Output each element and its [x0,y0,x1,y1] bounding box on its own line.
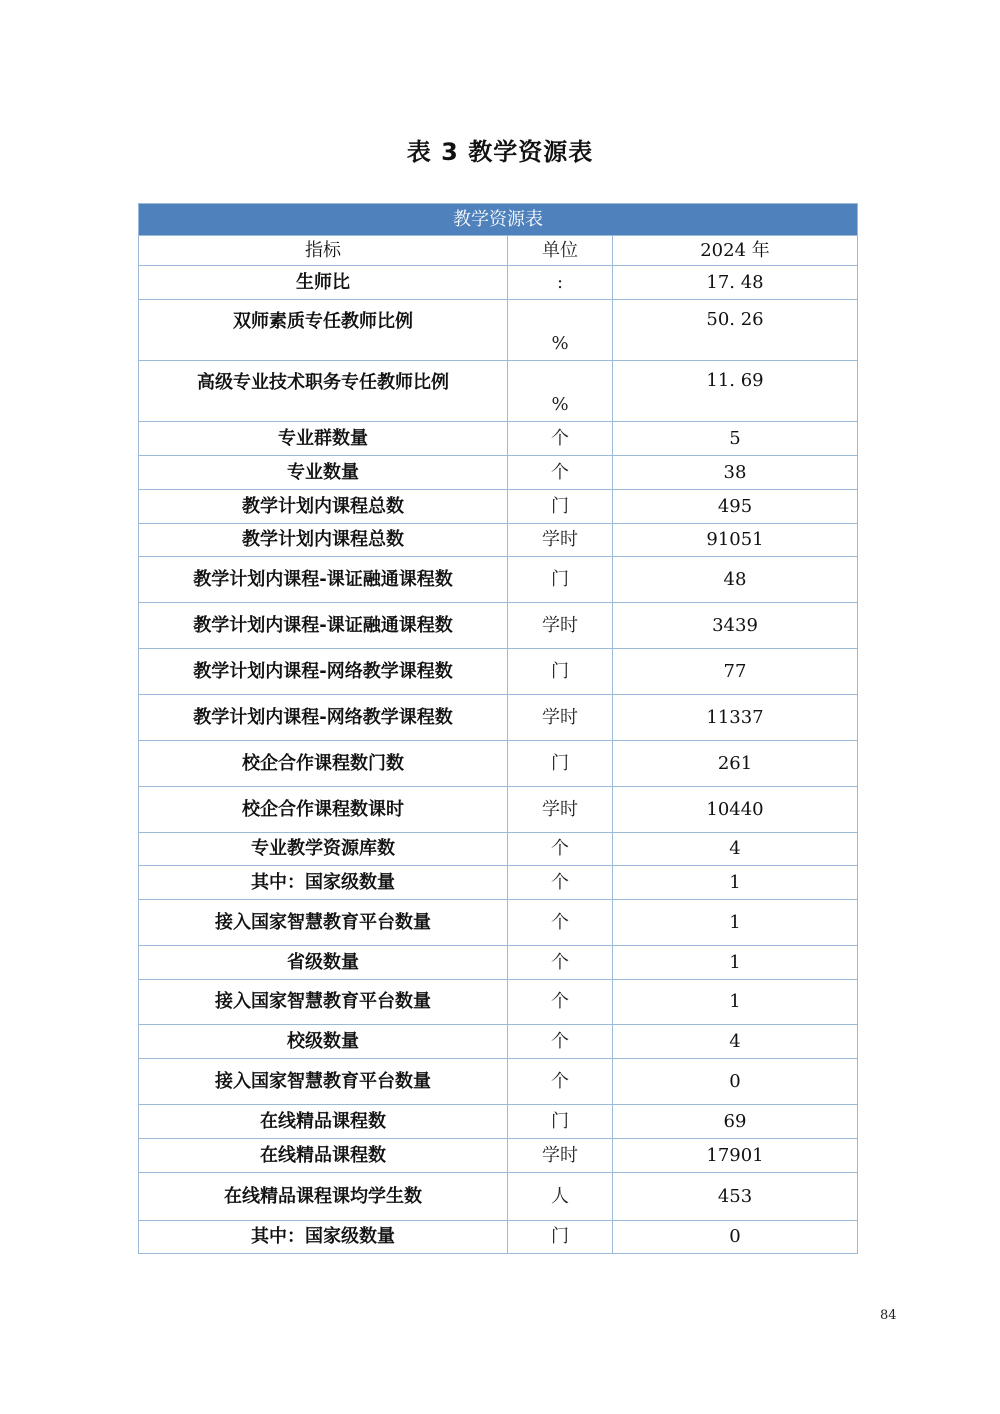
row-indicator: 接入国家智慧教育平台数量 [139,900,508,946]
row-unit: : [508,266,613,300]
row-value: 261 [613,741,858,787]
row-value: 69 [613,1105,858,1139]
row-value: 4 [613,1025,858,1059]
row-unit: 学时 [508,603,613,649]
row-indicator: 其中：国家级数量 [139,1221,508,1254]
row-indicator: 接入国家智慧教育平台数量 [139,1059,508,1105]
row-value: 17. 48 [613,266,858,300]
row-value: 50. 26 [613,300,858,361]
row-value: 11. 69 [613,361,858,422]
table-row [139,1059,858,1105]
row-indicator: 校级数量 [139,1025,508,1059]
row-indicator: 专业数量 [139,456,508,490]
row-indicator: 教学计划内课程-网络教学课程数 [139,649,508,695]
table-row [139,1173,858,1221]
table-row [139,1139,858,1173]
row-indicator: 校企合作课程数课时 [139,787,508,833]
row-value: 1 [613,980,858,1025]
row-value: 1 [613,900,858,946]
row-unit: 门 [508,1105,613,1139]
table-row [139,490,858,524]
table-row [139,361,858,422]
row-value: 453 [613,1173,858,1221]
page-title: 表 3 教学资源表 [406,138,594,166]
table-row [139,649,858,695]
row-value: 38 [613,456,858,490]
row-unit: 个 [508,946,613,980]
row-indicator: 生师比 [139,266,508,300]
table-row [139,695,858,741]
table-row [139,1221,858,1254]
row-indicator: 高级专业技术职务专任教师比例 [139,361,508,422]
row-unit: 门 [508,1221,613,1254]
row-unit: 学时 [508,695,613,741]
row-value: 1 [613,866,858,900]
row-indicator: 专业教学资源库数 [139,833,508,866]
row-value: 0 [613,1221,858,1254]
table-row [139,833,858,866]
table-row [139,422,858,456]
row-indicator: 其中：国家级数量 [139,866,508,900]
row-value: 0 [613,1059,858,1105]
table-row [139,603,858,649]
row-indicator: 在线精品课程课均学生数 [139,1173,508,1221]
row-indicator: 接入国家智慧教育平台数量 [139,980,508,1025]
row-indicator: 校企合作课程数门数 [139,741,508,787]
row-value: 1 [613,946,858,980]
table-row [139,866,858,900]
row-unit: % [508,300,613,361]
table-row [139,787,858,833]
table-row [139,1025,858,1059]
row-unit: 个 [508,833,613,866]
table-row [139,557,858,603]
row-indicator: 双师素质专任教师比例 [139,300,508,361]
row-unit: 个 [508,1059,613,1105]
row-unit: 个 [508,456,613,490]
row-value: 77 [613,649,858,695]
row-indicator: 在线精品课程数 [139,1105,508,1139]
row-unit: 学时 [508,1139,613,1173]
row-value: 11337 [613,695,858,741]
row-indicator: 教学计划内课程总数 [139,524,508,557]
row-unit: 个 [508,1025,613,1059]
page-number: 84 [880,1308,897,1323]
header-indicator: 指标 [139,236,508,266]
table-row [139,456,858,490]
row-value: 3439 [613,603,858,649]
header-year: 2024 年 [613,236,858,266]
row-unit: 学时 [508,787,613,833]
row-value: 4 [613,833,858,866]
row-unit: 门 [508,741,613,787]
row-unit: 个 [508,900,613,946]
row-value: 91051 [613,524,858,557]
row-indicator: 专业群数量 [139,422,508,456]
row-indicator: 省级数量 [139,946,508,980]
table-caption: 教学资源表 [139,204,858,236]
row-value: 5 [613,422,858,456]
teaching-resources-table [138,203,858,1254]
row-unit: 个 [508,980,613,1025]
row-unit: 门 [508,649,613,695]
row-unit: 个 [508,422,613,456]
row-unit: 门 [508,557,613,603]
header-unit: 单位 [508,236,613,266]
table-row [139,980,858,1025]
table-row [139,900,858,946]
table-row [139,741,858,787]
row-indicator: 在线精品课程数 [139,1139,508,1173]
row-unit: 人 [508,1173,613,1221]
row-value: 495 [613,490,858,524]
row-unit: % [508,361,613,422]
row-unit: 个 [508,866,613,900]
table-row [139,1105,858,1139]
table-row [139,300,858,361]
row-unit: 门 [508,490,613,524]
table-row [139,266,858,300]
table-row [139,946,858,980]
row-value: 48 [613,557,858,603]
table-row [139,524,858,557]
row-indicator: 教学计划内课程-课证融通课程数 [139,557,508,603]
row-indicator: 教学计划内课程-课证融通课程数 [139,603,508,649]
row-indicator: 教学计划内课程-网络教学课程数 [139,695,508,741]
row-indicator: 教学计划内课程总数 [139,490,508,524]
row-value: 17901 [613,1139,858,1173]
row-unit: 学时 [508,524,613,557]
row-value: 10440 [613,787,858,833]
